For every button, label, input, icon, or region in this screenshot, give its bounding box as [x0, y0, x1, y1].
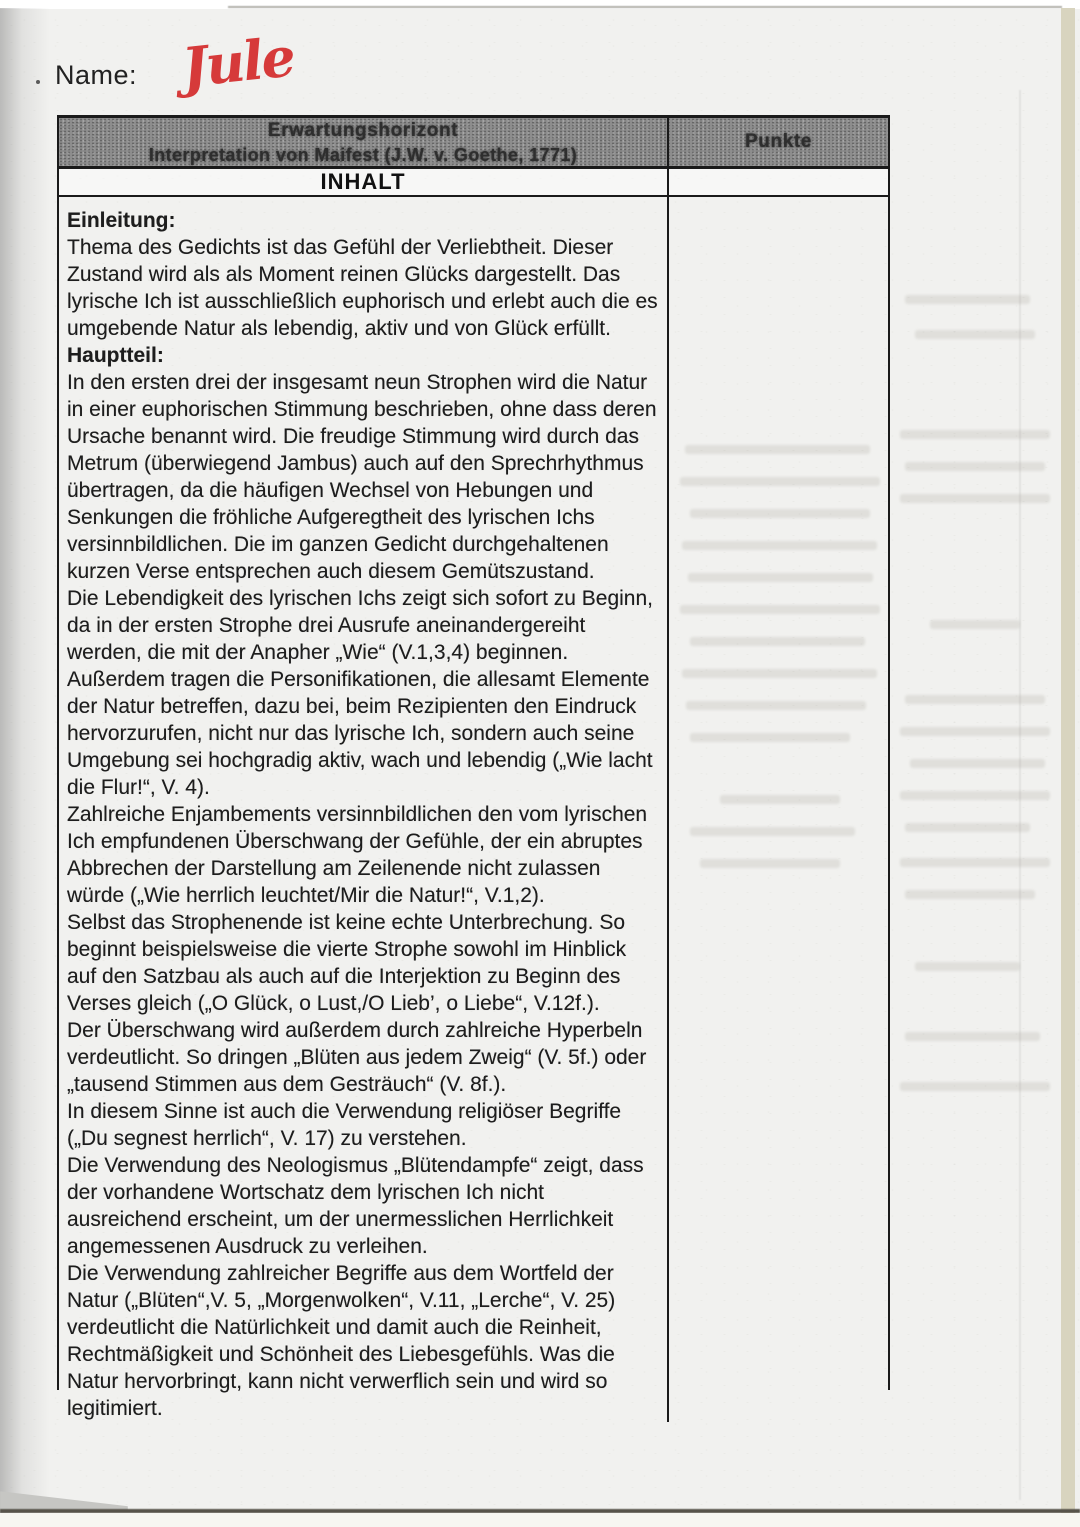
- bleed-through-line: [900, 1082, 1050, 1091]
- bleed-through-line: [900, 494, 1050, 503]
- bleed-through-line: [690, 637, 865, 646]
- bleed-through-line: [685, 445, 870, 454]
- bleed-through-line: [905, 1032, 1040, 1041]
- content-paragraph: Zahlreiche Enjambements versinnbildlichen den vom lyrischen Ich empfundenen Überschwang der Gefühle, der ein abruptes Abbrechen der Darstellung am Zeilenende nicht zulassen würde („Wie herrlich leuchtet/Mir die Natur!“, V.1,2).: [67, 803, 648, 907]
- bleed-through-line: [930, 620, 1020, 629]
- points-cell-content-empty: [667, 197, 888, 1422]
- bleed-through-line: [900, 430, 1050, 439]
- content-paragraph: In den ersten drei der insgesamt neun Strophen wird die Natur in einer euphorischen Stimmung beschrieben, ohne dass deren Ursache benannt wird. Die freudige Stimmung wird durch das Metrum (überwiegend Jambus) auch auf den Sprechrhythmus übertragen, da die häufigen Wechsel von Hebungen und Senkungen die fröhliche Aufgeregtheit des lyrischen Ichs versinnbildlichen. Die im ganzen Gedicht durchgehaltenen kurzen Verse entsprechen auch diesem Gemütszustand.: [67, 371, 657, 583]
- bleed-through-line: [900, 727, 1050, 736]
- scan-artifact-top-line: [228, 6, 1062, 8]
- bleed-through-line: [900, 858, 1050, 867]
- bleed-through-line: [680, 477, 880, 486]
- bleed-through-line: [686, 701, 866, 710]
- bleed-through-line: [682, 541, 877, 550]
- content-row: [59, 197, 888, 1422]
- table-title-line1: Erwartungshorizont: [267, 120, 459, 141]
- content-paragraph: Die Verwendung zahlreicher Begriffe aus dem Wortfeld der Natur („Blüten“,V. 5, „Morgenwolken“, V.11, „Lerche“, V. 25) verdeutlicht die Natürlichkeit und damit auch die Reinheit, Rechtmäßigkeit und Schönheit des Liebesgefühls. Was die Natur hervorbringt, kann nicht verwerflich sein und wird so legitimiert.: [67, 1262, 616, 1420]
- bleed-through-line: [682, 669, 877, 678]
- name-label: Name:: [55, 60, 138, 90]
- points-column-header: Punkte: [667, 118, 888, 166]
- content-paragraph: Hauptteil:: [67, 344, 164, 367]
- content-cell: [59, 197, 667, 1422]
- content-paragraph: Thema des Gedichts ist das Gefühl der Verliebtheit. Dieser Zustand wird als als Moment reinen Glücks dargestellt. Das lyrische Ich ist ausschließlich euphorisch und erlebt auch die es umgebende Natur als lebendig, aktiv und von Glück erfüllt.: [67, 236, 658, 340]
- bleed-through-line: [905, 462, 1045, 471]
- bleed-through-line: [905, 295, 1030, 304]
- section-header-inhalt: INHALT: [320, 169, 406, 194]
- bleed-through-line: [690, 733, 850, 742]
- content-paragraph: Der Überschwang wird außerdem durch zahlreiche Hyperbeln verdeutlicht. So dringen „Blüten aus jedem Zweig“ (V. 5f.) oder „tausend Stimmen aus dem Gesträuch“ (V. 8f.).: [67, 1019, 647, 1096]
- bleed-through-line: [910, 759, 1045, 768]
- content-paragraph: Die Lebendigkeit des lyrischen Ichs zeigt sich sofort zu Beginn, da in der ersten Strophe drei Ausrufe aneinandergereiht werden, die mit der Anapher „Wie“ (V.1,3,4) beginnen.: [67, 587, 653, 664]
- content-paragraph: Einleitung:: [67, 209, 176, 232]
- scan-edge-right: [1061, 8, 1075, 1515]
- bleed-through-line: [688, 573, 873, 582]
- bleed-through-line: [915, 962, 1020, 971]
- bleed-through-line: [700, 859, 840, 868]
- section-row-inhalt: [59, 169, 888, 197]
- bleed-through-line: [900, 791, 1050, 800]
- bleed-through-line: [690, 509, 870, 518]
- content-paragraph: In diesem Sinne ist auch die Verwendung religiöser Begriffe („Du segnest herrlich“, V. 17) zu verstehen.: [67, 1100, 622, 1150]
- scan-shadow-left: [0, 8, 52, 1513]
- content-paragraph: Außerdem tragen die Personifikationen, die allesamt Elemente der Natur betreffen, dazu bei, beim Rezipienten den Eindruck hervorzurufen, nicht nur das lyrische Ich, sondern auch seine Umgebung sei hochgradig aktiv, wach und lebendig („Wie lacht die Flur!“, V. 4).: [67, 668, 653, 799]
- content-paragraph: Selbst das Strophenende ist keine echte Unterbrechung. So beginnt beispielsweise die vierte Strophe sowohl im Hinblick auf den Satzbau als auch auf die Interjektion zu Beginn des Verses gleich („O Glück, o Lust,/O Lieb’, o Liebe“, V.12f.).: [67, 911, 627, 1015]
- table-header-row: [59, 118, 888, 169]
- ink-speck: [36, 80, 40, 84]
- table-title-cell: [59, 118, 667, 166]
- scan-edge-bottom: [0, 1513, 1080, 1527]
- handwritten-name: Jule: [178, 24, 297, 100]
- table-title-line2: Interpretation von Maifest (J.W. v. Goethe, 1771): [148, 145, 578, 165]
- bleed-through-line: [720, 795, 840, 804]
- bleed-through-line: [905, 695, 1045, 704]
- content-paragraph: Die Verwendung des Neologismus „Blütendampfe“ zeigt, dass der vorhandene Wortschatz dem lyrischen Ich nicht ausreichend erscheint, um der unermesslichen Herrlichkeit angemessenen Ausdruck zu verleihen.: [67, 1154, 644, 1258]
- points-cell-inhalt-empty: [667, 169, 888, 195]
- bleed-through-line: [915, 330, 1035, 339]
- expectation-horizon-table: [57, 115, 890, 1420]
- bleed-through-line: [905, 823, 1030, 832]
- bleed-through-line: [690, 827, 855, 836]
- bleed-through-line: [905, 890, 1035, 899]
- bleed-through-line: [680, 605, 880, 614]
